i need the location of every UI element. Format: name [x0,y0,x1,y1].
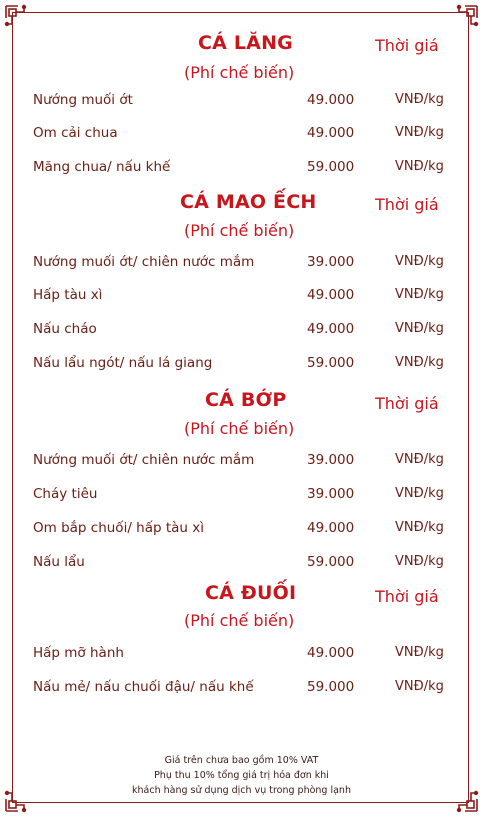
dish-price: 49.000 [307,125,355,141]
dish-price: 49.000 [307,287,355,303]
menu-row [0,125,483,145]
price-unit: VNĐ/kg [395,287,444,302]
menu-row [0,679,483,699]
dish-name: Nướng muối ớt [33,92,133,108]
price-unit: VNĐ/kg [395,355,444,370]
dish-name: Om bắp chuối/ hấp tàu xì [33,520,204,536]
processing-fee-note: (Phí chế biến) [184,611,295,630]
corner-ornament-icon [4,4,32,32]
dish-name: Hấp tàu xì [33,287,103,303]
footer-surcharge-note-cont: khách hàng sử dụng dịch vụ trong phòng lạnh [132,785,351,796]
price-unit: VNĐ/kg [395,679,444,694]
menu-row [0,92,483,112]
section-title: CÁ MAO ẾCH [180,191,317,213]
dish-price: 59.000 [307,159,355,175]
menu-row [0,287,483,307]
dish-price: 39.000 [307,486,355,502]
dish-name: Cháy tiêu [33,486,98,502]
price-unit: VNĐ/kg [395,645,444,660]
menu-row [0,254,483,274]
footer-vat-note: Giá trên chưa bao gồm 10% VAT [164,755,319,766]
price-unit: VNĐ/kg [395,92,444,107]
corner-ornament-icon [451,4,479,32]
dish-name: Nấu lẩu [33,554,85,570]
dish-name: Om cải chua [33,125,118,141]
section-title: CÁ BỚP [205,389,287,411]
dish-name: Nấu lẩu ngót/ nấu lá giang [33,355,213,371]
dish-name: Hấp mỡ hành [33,645,124,661]
menu-row [0,554,483,574]
dish-name: Nấu mẻ/ nấu chuối đậu/ nấu khế [33,679,254,695]
dish-price: 39.000 [307,254,355,270]
menu-row [0,159,483,179]
price-label: Thời giá [375,394,439,413]
price-unit: VNĐ/kg [395,321,444,336]
dish-name: Măng chua/ nấu khế [33,159,171,175]
processing-fee-note: (Phí chế biến) [184,419,295,438]
dish-price: 49.000 [307,645,355,661]
price-label: Thời giá [375,587,439,606]
dish-price: 59.000 [307,554,355,570]
section-title: CÁ ĐUỐI [205,582,297,604]
price-unit: VNĐ/kg [395,520,444,535]
price-unit: VNĐ/kg [395,125,444,140]
processing-fee-note: (Phí chế biến) [184,63,295,82]
menu-row [0,321,483,341]
menu-row [0,452,483,472]
dish-price: 59.000 [307,679,355,695]
menu-row [0,486,483,506]
dish-price: 49.000 [307,321,355,337]
menu-row [0,355,483,375]
menu-row [0,520,483,540]
price-unit: VNĐ/kg [395,254,444,269]
price-unit: VNĐ/kg [395,486,444,501]
dish-price: 49.000 [307,92,355,108]
dish-price: 59.000 [307,355,355,371]
dish-price: 49.000 [307,520,355,536]
price-label: Thời giá [375,195,439,214]
dish-price: 39.000 [307,452,355,468]
menu-row [0,645,483,665]
price-unit: VNĐ/kg [395,159,444,174]
section-title: CÁ LĂNG [198,32,293,54]
processing-fee-note: (Phí chế biến) [184,221,295,240]
price-label: Thời giá [375,36,439,55]
footer-surcharge-note: Phụ thu 10% tổng giá trị hóa đơn khi [154,770,329,781]
dish-name: Nướng muối ớt/ chiên nước mắm [33,452,255,468]
price-unit: VNĐ/kg [395,554,444,569]
dish-name: Nấu cháo [33,321,97,337]
dish-name: Nướng muối ớt/ chiên nước mắm [33,254,255,270]
price-unit: VNĐ/kg [395,452,444,467]
